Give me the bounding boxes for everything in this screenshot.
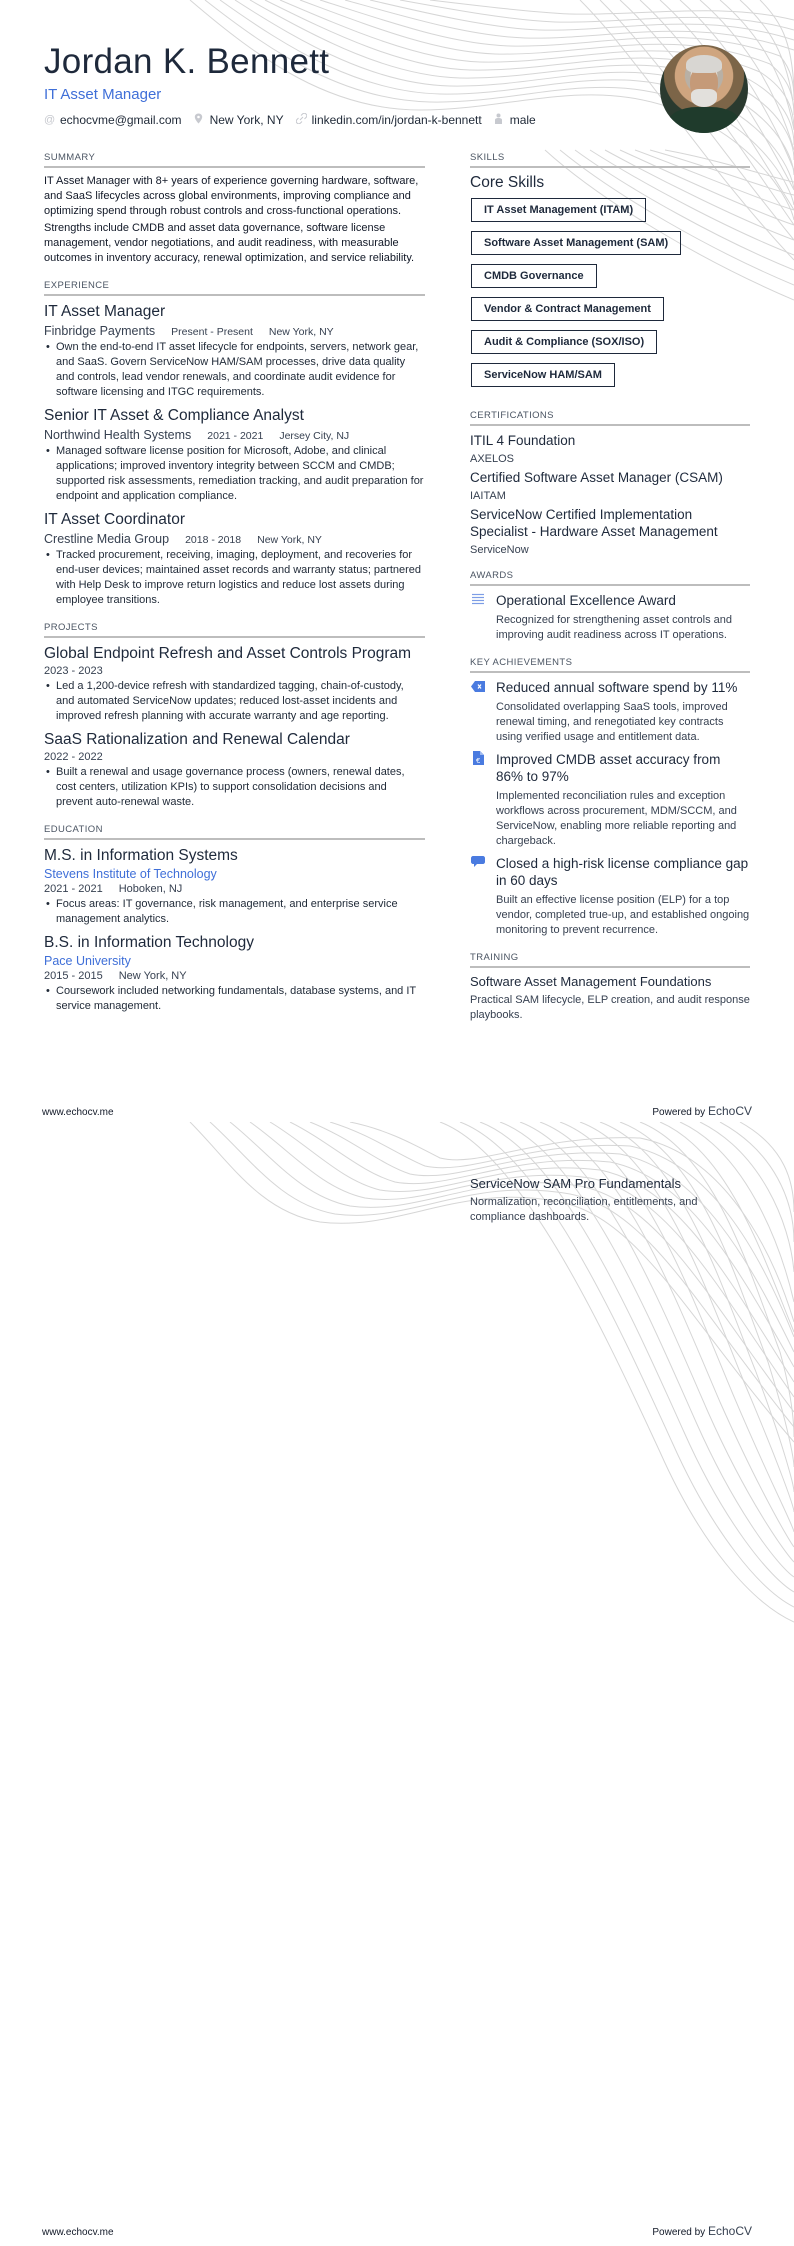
job-location: New York, NY [257,534,322,546]
person-icon [494,113,504,127]
achievement-title: Closed a high-risk license compliance gap in 60 days [496,856,749,888]
section-title-training: TRAINING [470,952,750,968]
skill-chip: Audit & Compliance (SOX/ISO) [471,330,657,354]
education-location: New York, NY [118,970,187,982]
achievement-entry [470,751,750,849]
section-title-education: EDUCATION [44,824,425,840]
education-entry [44,846,425,927]
training-section [470,952,750,1023]
job-dates: Present - Present [171,326,253,338]
project-entry [44,730,425,810]
brand-name: EchoCV [707,2224,752,2238]
school-name: Pace University [44,954,131,968]
experience-section [44,280,425,608]
contact-email-text: echocvme@gmail.com [60,113,182,127]
project-bullet: • Led a 1,200-device refresh with standardized tagging, chain-of-custody, and automated ServiceNow updates; reduced lost-asset incidents and improved refresh planning with accurate warranty and age reporting. [44,679,425,724]
experience-entry [44,302,425,400]
backspace-tag-icon [470,679,486,745]
training-description: Normalization, reconciliation, entitlements, and compliance dashboards. [470,1196,698,1223]
website-link[interactable]: www.echocv.me [42,2227,114,2238]
candidate-headline: IT Asset Manager [44,86,162,103]
award-description: Recognized for strengthening asset controls and improving audit readiness across IT operations. [496,614,733,641]
page-footer [42,1104,752,1118]
education-bullet: • Coursework included networking fundamentals, database systems, and IT service management. [44,984,425,1014]
award-entry [470,592,750,643]
training-description: Practical SAM lifecycle, ELP creation, and audit response playbooks. [470,994,750,1021]
section-title-certifications: CERTIFICATIONS [470,410,750,426]
job-title: Senior IT Asset & Compliance Analyst [44,407,304,424]
document-currency-icon [470,751,486,849]
achievement-title: Reduced annual software spend by 11% [496,680,738,695]
skill-group-title: Core Skills [470,174,545,191]
contact-list [44,113,644,127]
skill-chip: Vendor & Contract Management [471,297,664,321]
certification-name: ServiceNow Certified Implementation Specialist - Hardware Asset Management [470,507,718,539]
education-bullet: • Focus areas: IT governance, risk management, and enterprise service management analytics. [44,897,425,927]
achievements-section [470,657,750,938]
resume-page-1 [0,0,794,1122]
certification-name: ITIL 4 Foundation [470,433,576,448]
award-title: Operational Excellence Award [496,593,676,608]
company-name: Northwind Health Systems [44,428,192,442]
project-name: Global Endpoint Refresh and Asset Controls Program [44,645,412,662]
page-footer [42,2224,752,2238]
link-icon [296,113,306,127]
achievement-description: Implemented reconciliation rules and exception workflows across procurement, MDM/SCCM, and ServiceNow, enabling more reliable reporting and chargeback. [496,790,737,847]
contact-gender [494,113,536,127]
summary-paragraph: IT Asset Manager with 8+ years of experience governing hardware, software, and SaaS lifecycles across global environments, improving compliance and optimizing spend through robust controls and cross-functional operations. [44,175,419,217]
svg-text:€: € [475,757,480,765]
project-entry [44,644,425,724]
job-location: Jersey City, NJ [279,430,350,442]
company-name: Crestline Media Group [44,532,170,546]
education-section [44,824,425,1014]
job-title: IT Asset Manager [44,303,166,320]
projects-section [44,622,425,810]
training-continued [470,1172,750,1225]
section-title-achievements: KEY ACHIEVEMENTS [470,657,750,673]
project-bullet: • Built a renewal and usage governance process (owners, renewal dates, cost centers, utilization KPIs) to support consolidation decisions and prevent auto-renewal waste. [44,765,425,810]
contact-email[interactable] [44,113,182,127]
skills-section [470,152,750,396]
achievement-title: Improved CMDB asset accuracy from 86% to 97% [496,752,721,784]
job-bullet: • Tracked procurement, receiving, imaging, deployment, and recoveries for end-user devices; maintained asset records and warranty status; partnered with Help Desk to improve return logistics and reduce lost assets during employee transitions. [44,548,425,608]
skill-chip: ServiceNow HAM/SAM [471,363,615,387]
job-title: IT Asset Coordinator [44,511,186,528]
chat-bubbles-icon [470,855,486,938]
contact-location [194,113,284,127]
education-dates: 2021 - 2021 [44,883,103,895]
summary-section [44,152,425,266]
right-column [470,152,750,1037]
summary-paragraph: Strengths include CMDB and asset data governance, software license management, vendor negotiations, and audit readiness, with measurable outcomes in inventory accuracy, renewal optimization, and service reliability. [44,222,415,264]
training-name: Software Asset Management Foundations [470,974,712,989]
wave-background-decoration [0,1122,794,2246]
project-dates: 2023 - 2023 [44,665,103,677]
section-title-projects: PROJECTS [44,622,425,638]
education-location: Hoboken, NJ [118,883,183,895]
certification-issuer: AXELOS [470,453,515,465]
job-dates: 2018 - 2018 [185,534,242,546]
candidate-name: Jordan K. Bennett [44,42,330,81]
experience-entry [44,406,425,504]
resume-header [44,40,644,127]
degree: M.S. in Information Systems [44,847,238,864]
job-bullet: • Own the end-to-end IT asset lifecycle for endpoints, servers, network gear, and SaaS. Govern ServiceNow HAM/SAM processes, drive data quality and controls, lead vendor renewals, and coordinate audit evidence for software licensing and ITGC requirements. [44,340,425,400]
company-name: Finbridge Payments [44,324,156,338]
location-pin-icon [194,113,204,127]
education-dates: 2015 - 2015 [44,970,103,982]
job-location: New York, NY [268,326,334,338]
contact-linkedin[interactable] [296,113,482,127]
training-name: ServiceNow SAM Pro Fundamentals [470,1176,681,1191]
brand-name: EchoCV [707,1104,752,1118]
achievement-description: Built an effective license position (ELP) for a top vendor, completed true-up, and established ongoing monitoring to prevent recurrence. [496,894,750,936]
degree: B.S. in Information Technology [44,934,254,951]
awards-section [470,570,750,643]
job-bullet: • Managed software license position for Microsoft, Adobe, and clinical applications; improved inventory integrity between SCCM and CMDB; supported risk assessments, remediation tracking, and audit preparation for endpoint and application compliance. [44,444,425,504]
skill-chip: Software Asset Management (SAM) [471,231,681,255]
section-title-awards: AWARDS [470,570,750,586]
contact-location-text: New York, NY [209,113,284,127]
skill-chip: CMDB Governance [471,264,597,288]
certifications-section [470,410,750,556]
project-name: SaaS Rationalization and Renewal Calendar [44,731,350,748]
education-entry [44,933,425,1014]
achievement-entry [470,855,750,938]
powered-by [652,1104,752,1118]
contact-gender-text: male [509,113,536,127]
achievement-entry [470,679,750,745]
resume-page-2 [0,1122,794,2246]
skill-chip: IT Asset Management (ITAM) [471,198,646,222]
website-link[interactable]: www.echocv.me [42,1107,114,1118]
school-name: Stevens Institute of Technology [44,867,217,881]
certification-issuer: ServiceNow [470,544,529,556]
section-title-skills: SKILLS [470,152,750,168]
powered-by-label: Powered by [652,2227,706,2238]
at-icon: @ [44,114,56,126]
avatar [660,45,748,133]
powered-by-label: Powered by [652,1107,706,1118]
section-title-experience: EXPERIENCE [44,280,425,296]
experience-entry [44,510,425,608]
achievement-description: Consolidated overlapping SaaS tools, improved renewal timing, and renegotiated key contracts using verified usage and entitlement data. [496,701,728,743]
list-icon [470,592,486,643]
project-dates: 2022 - 2022 [44,751,103,763]
certification-issuer: IAITAM [470,490,506,502]
section-title-summary: SUMMARY [44,152,425,168]
left-column [44,152,425,1028]
powered-by [652,2224,752,2238]
contact-linkedin-text: linkedin.com/in/jordan-k-bennett [311,113,482,127]
job-dates: 2021 - 2021 [207,430,264,442]
certification-name: Certified Software Asset Manager (CSAM) [470,470,723,485]
